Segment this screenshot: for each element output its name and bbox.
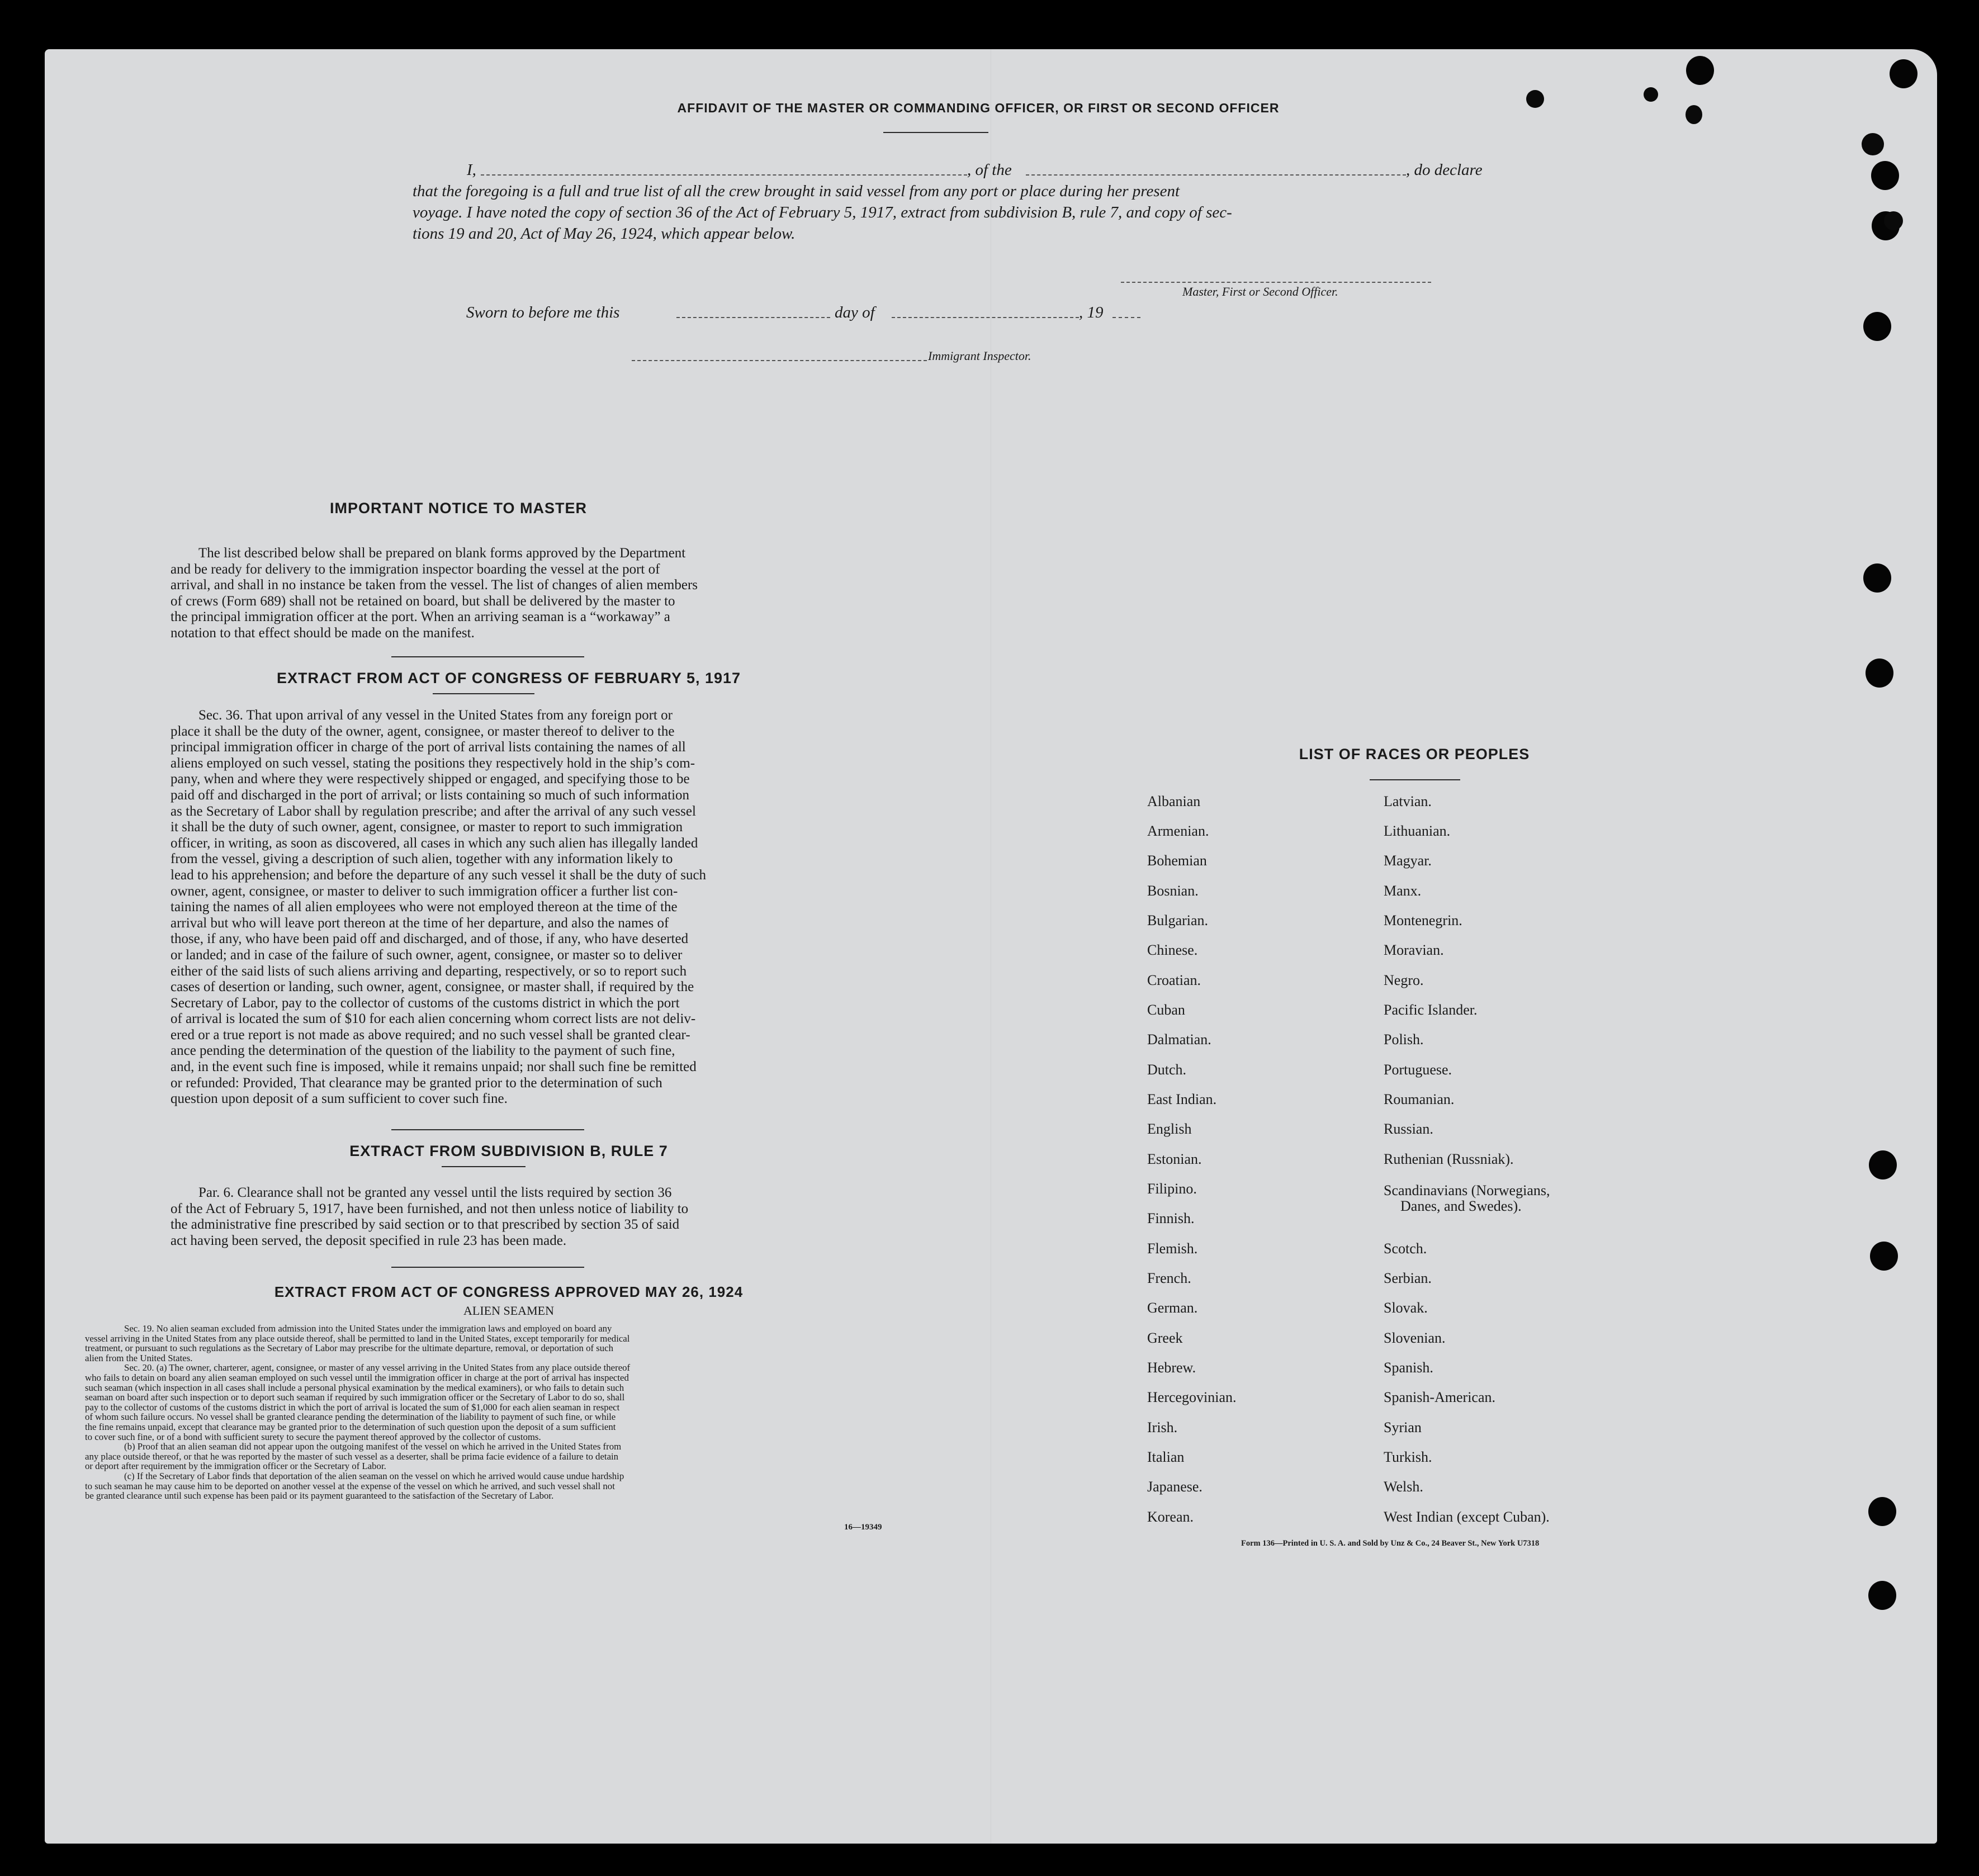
race-item: Albanian [1147,793,1201,809]
form-page [45,49,1937,1844]
extract-1917-line: or landed; and in case of the failure of such owner, agent, consignee, or master so to deliver [171,947,683,963]
signature-line[interactable] [1121,282,1431,283]
extract-1924-line: vessel arriving in the United States from any place outside thereof, shall be permitted to land in the United States, except temporarily for medical [85,1333,630,1344]
affidavit-of-the: , of the [967,161,1012,179]
extract-1917-line: those, if any, who have been paid off and discharged, and of those, if any, who have deserted [171,931,689,947]
extract-1917-title: EXTRACT FROM ACT OF CONGRESS OF FEBRUARY 5, 1917 [276,670,741,686]
affidavit-line4: tions 19 and 20, Act of May 26, 1924, which appear below. [413,225,796,243]
race-item: German. [1147,1300,1198,1316]
extract-1917-line: from the vessel, giving a description of such alien, together with any information likely to [171,851,673,867]
affidavit-title-rule [883,132,988,133]
affidavit-line3: voyage. I have noted the copy of section 36 of the Act of February 5, 1917, extract from subdivision B, rule 7, and copy of sec- [413,203,1232,221]
extract-1924-line: of whom such failure occurs. No vessel shall be granted clearance pending the determination of the liability to payment of such fine, or while [85,1411,616,1423]
notice-body [171,546,847,642]
sworn-line [45,304,1937,326]
extract-1917-line: pany, when and where they were respectively shipped or engaged, and specifying those to be [171,771,690,787]
extract-1917-line: taining the names of all alien employees who were not employed thereon at the time of the [171,899,678,915]
ink-speck [1644,87,1658,102]
day-of-label: day of [835,304,875,321]
extract-1917-line: and, in the event such fine is imposed, while it remains unpaid; nor shall such fine be remitted [171,1059,697,1075]
extract-1917-line: Secretary of Labor, pay to the collector of customs of the customs district in which the port [171,995,680,1011]
affidavit-i: I, [467,161,476,179]
punch-hole [1871,161,1899,190]
race-item: Hercegovinian. [1147,1389,1237,1405]
affidavit-line2: that the foregoing is a full and true list of all the crew brought in said vessel from any port or place during her present [413,182,1180,200]
race-item: Chinese. [1147,942,1198,958]
race-item: Italian [1147,1449,1185,1465]
extract-1924-subtitle: ALIEN SEAMEN [463,1304,554,1318]
race-item: Finnish. [1147,1210,1195,1226]
ink-speck [1862,133,1884,155]
ink-speck [1884,211,1903,230]
notice-line: of crews (Form 689) shall not be retained on board, but shall be delivered by the master to [171,593,675,609]
inspector-line[interactable] [632,360,927,361]
race-item: Hebrew. [1147,1359,1196,1376]
punch-hole [1868,1581,1896,1610]
extract-1917-line: lead to his apprehension; and before the departure of any such vessel it shall be the duty of such [171,867,707,883]
races-rule [1370,779,1460,780]
punch-hole [1863,312,1891,341]
extract-1924-line: to such seaman he may cause him to be deported on another vessel at the expense of the vessel on which he arrived, and such vessel shall not [85,1480,615,1491]
signature-caption: Master, First or Second Officer. [1182,285,1338,299]
race-item: Slovenian. [1384,1330,1446,1346]
sworn-month-blank[interactable] [892,317,1079,318]
race-item: French. [1147,1270,1191,1286]
vessel-blank[interactable] [1026,174,1406,176]
extract-1917-line: Sec. 36. That upon arrival of any vessel in the United States from any foreign port or [198,708,673,723]
extract-1917-line: of arrival is located the sum of $10 for each alien concerning whom correct lists are not deliv- [171,1011,696,1027]
extract-1924-line: treatment, or pursuant to such regulations as the Secretary of Labor may prescribe for the ultimate departure, removal, or deportation of such [85,1343,614,1354]
affidavit-declare: , do declare [1406,161,1483,179]
race-item: Slovak. [1384,1300,1428,1316]
subdivision-end-rule [391,1267,584,1268]
race-item: Cuban [1147,1002,1185,1018]
extract-1917-line: principal immigration officer in charge of the port of arrival lists containing the names of all [171,740,686,755]
extract-1924-line: alien from the United States. [85,1352,193,1363]
ink-speck [1686,105,1702,124]
extract-1924-line: the fine remains unpaid, except that clearance may be granted prior to the determination of such question upon the deposit of a sum sufficient [85,1421,616,1432]
name-blank[interactable] [481,174,967,176]
race-item: Magyar. [1384,852,1432,869]
race-item: Japanese. [1147,1479,1202,1495]
race-item: Moravian. [1384,942,1444,958]
extract-1917-line: owner, agent, consignee, or master to deliver to such immigration officer a further list con- [171,883,678,899]
race-item: Bulgarian. [1147,912,1209,928]
races-title: LIST OF RACES OR PEOPLES [1299,746,1530,762]
extract-1924-line: to cover such fine, or of a bond with sufficient surety to secure the payment thereof approved by the collector of customs. [85,1431,541,1442]
extract-1917-line: question upon deposit of a sum sufficient to cover such fine. [171,1091,508,1107]
extract-1917-line: arrival but who will leave port thereon at the time of her departure, and also the names of [171,915,669,931]
punch-hole [1868,1497,1896,1526]
extract-1924-line: be granted clearance until such expense has been paid or its payment guaranteed to the satisfaction of the Secretary of Labor. [85,1490,554,1501]
extract-1917-body [171,708,847,1107]
race-item: Negro. [1384,972,1424,988]
extract-1924-line: (c) If the Secretary of Labor finds that deportation of the alien seaman on the vessel on which he arrived would cause undue hardship [124,1470,624,1481]
race-item: Roumanian. [1384,1091,1455,1107]
extract-1924-title: EXTRACT FROM ACT OF CONGRESS APPROVED MAY 26, 1924 [274,1283,744,1300]
extract-1917-line: ance pending the determination of the question of the liability to the payment of such fine, [171,1043,675,1059]
race-item: Greek [1147,1330,1183,1346]
extract-1917-line: cases of desertion or landing, such owner, agent, consignee, or master shall, if required by the [171,979,694,995]
extract-1917-line: place it shall be the duty of the owner, agent, consignee, or master thereof to deliver to the [171,723,675,739]
race-item: Montenegrin. [1384,912,1462,928]
extract-1917-line: aliens employed on such vessel, stating the positions they respectively hold in the ship’s com- [171,755,695,771]
punch-hole [1869,1150,1897,1179]
punch-hole [1866,659,1893,688]
extract-1917-end-rule [391,1129,584,1130]
inspector-caption: Immigrant Inspector. [928,349,1031,363]
race-item: Bosnian. [1147,883,1199,899]
extract-1917-rule [433,693,534,694]
race-item: Turkish. [1384,1449,1432,1465]
race-item: Dalmatian. [1147,1031,1211,1048]
race-item: Pacific Islander. [1384,1002,1478,1018]
race-item: Ruthenian (Russniak). [1384,1151,1514,1167]
subdivision-line: the administrative fine prescribed by said section or to that prescribed by section 35 of said [171,1217,680,1233]
notice-line: the principal immigration officer at the port. When an arriving seaman is a “workaway” a [171,609,670,625]
extract-1924-line: seaman on board after such inspection or to deport such seaman if required by such immigration officer or the Secretary of Labor to do so, shall [85,1392,625,1403]
extract-1917-line: ered or a true report is not made as above required; and no such vessel shall be granted clear- [171,1027,690,1043]
race-item: Estonian. [1147,1151,1202,1167]
subdivision-title: EXTRACT FROM SUBDIVISION B, RULE 7 [349,1143,668,1159]
race-item: Dutch. [1147,1062,1187,1078]
race-item: Armenian. [1147,823,1209,839]
race-item: Danes, and Swedes). [1400,1198,1522,1214]
race-item: Serbian. [1384,1270,1432,1286]
ink-speck [1526,90,1544,108]
punch-hole [1686,56,1714,85]
race-item: Filipino. [1147,1181,1197,1197]
race-item: Portuguese. [1384,1062,1452,1078]
extract-1917-line: it shall be the duty of such owner, agent, consignee, or master to report to such immigration [171,819,683,835]
race-item: Welsh. [1384,1479,1423,1495]
extract-1924-line: Sec. 19. No alien seaman excluded from admission into the United States under the immigration laws and employed on board any [124,1323,612,1334]
races-left-column [1147,793,1315,1593]
race-item: Polish. [1384,1031,1424,1048]
extract-1924-line: pay to the collector of customs of the customs district in which the port of arrival is located the sum of $1,000 for each alien seaman in respect [85,1401,620,1413]
sworn-day-blank[interactable] [676,317,830,318]
extract-1924-line: any place outside thereof, or that he was reported by the master of such vessel as a deserter, shall be prima facie evidence of a failure to detain [85,1451,619,1462]
extract-1924-line: such seaman (which inspection in all cases shall include a personal physical examination by the medical examiners), or who fails to detain such [85,1382,624,1393]
affidavit-title: AFFIDAVIT OF THE MASTER OR COMMANDING OFFICER, OR FIRST OR SECOND OFFICER [677,101,1280,115]
extract-1917-line: paid off and discharged in the port of arrival; or lists containing so much of such information [171,787,690,803]
race-item: Flemish. [1147,1240,1198,1257]
punch-hole [1890,59,1918,88]
subdivision-body [171,1185,847,1249]
sworn-year-blank[interactable] [1112,317,1140,318]
race-item: Latvian. [1384,793,1432,809]
sworn-label: Sworn to before me this [466,304,620,321]
race-item: Russian. [1384,1121,1433,1137]
form-code: 16—19349 [844,1523,882,1532]
race-item: Bohemian [1147,852,1207,869]
extract-1924-body [85,1324,929,1501]
notice-line: The list described below shall be prepared on blank forms approved by the Department [198,546,686,561]
extract-1917-line: either of the said lists of such aliens arriving and departing, respectively, or so to report such [171,963,687,979]
extract-1924-line: Sec. 20. (a) The owner, charterer, agent, consignee, or master of any vessel arriving in the United States from any place outside thereof [124,1362,631,1373]
extract-1917-line: or refunded: Provided, That clearance may be granted prior to the determination of such [171,1075,662,1091]
notice-rule [391,656,584,657]
race-item: Irish. [1147,1419,1178,1436]
race-item: Syrian [1384,1419,1422,1436]
extract-1924-line: (b) Proof that an alien seaman did not appear upon the outgoing manifest of the vessel on which he arrived in the United States from [124,1441,622,1452]
races-right-column [1384,793,1663,1593]
race-item: Scandinavians (Norwegians, [1384,1182,1550,1198]
printer-footer: Form 136—Printed in U. S. A. and Sold by Unz & Co., 24 Beaver St., New York U7318 [1241,1539,1540,1548]
race-item: Croatian. [1147,972,1201,988]
subdivision-line: Par. 6. Clearance shall not be granted any vessel until the lists required by section 36 [198,1185,672,1200]
race-item: Lithuanian. [1384,823,1451,839]
race-item: Spanish. [1384,1359,1433,1376]
subdivision-line: act having been served, the deposit specified in rule 23 has been made. [171,1233,567,1248]
extract-1924-line: who fails to detain on board any alien seaman employed on such vessel until the immigration officer in charge at the port of arrival has inspected [85,1372,629,1383]
subdivision-rule [442,1166,525,1167]
race-item: Manx. [1384,883,1422,899]
year-label: , 19 [1079,304,1104,321]
race-item: Scotch. [1384,1240,1427,1257]
punch-hole [1870,1242,1898,1271]
punch-hole [1863,563,1891,593]
notice-line: and be ready for delivery to the immigration inspector boarding the vessel at the port of [171,561,660,577]
notice-line: notation to that effect should be made on the manifest. [171,625,475,641]
race-item: Korean. [1147,1509,1194,1525]
race-item: West Indian (except Cuban). [1384,1509,1550,1525]
extract-1917-line: as the Secretary of Labor shall by regulation prescribe; and after the arrival of any such vessel [171,803,696,819]
race-item: Spanish-American. [1384,1389,1496,1405]
race-item: East Indian. [1147,1091,1217,1107]
notice-title: IMPORTANT NOTICE TO MASTER [330,500,587,517]
race-item: English [1147,1121,1192,1137]
subdivision-line: of the Act of February 5, 1917, have been furnished, and not then unless notice of liability to [171,1201,689,1216]
extract-1917-line: officer, in writing, as soon as discovered, all cases in which any such alien has illegally landed [171,835,698,851]
notice-line: arrival, and shall in no instance be taken from the vessel. The list of changes of alien members [171,577,698,593]
extract-1924-line: or deport after requirement by the immigration officer or the Secretary of Labor. [85,1461,386,1472]
